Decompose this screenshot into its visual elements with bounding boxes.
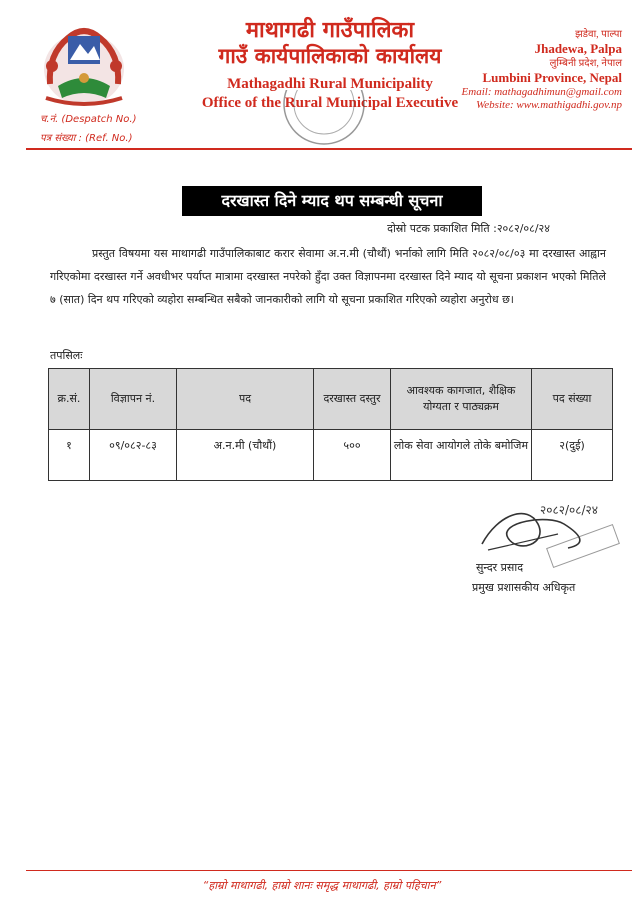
- notice-body: प्रस्तुत विषयमा यस माथागढी गाउँपालिकाबाट करार सेवामा अ.न.मी (चौथौं) भर्नाको लागि मिति २०८२/०८/०३ मा दरखास्त आह्वान गरिएकोमा दरखास्त गर्ने अवधीभर पर्याप्त मात्रामा दरखास्त नपरेको हुँदा उक्त विज्ञापनमा दरखास्त दिने म्याद यो सूचना प्रकाशन भएको मितिले ७ (सात) दिन थप गरिएको व्यहोरा सम्बन्धित सबैको जानकारीको लागि यो सूचना प्रकाशित गरिएको व्यहोरा अनुरोध छ।: [50, 247, 606, 306]
- office-stamp-icon: [268, 90, 380, 148]
- office-name-np: गाउँ कार्यपालिकाको कार्यालय: [218, 44, 442, 68]
- vacancy-table: [48, 368, 613, 481]
- address-en: Jhadewa, Palpa: [534, 41, 622, 56]
- col-requirements: आवश्यक कागजात, शैक्षिक योग्यता र पाठ्यक्रम: [391, 369, 532, 430]
- reference-block: [40, 110, 137, 148]
- footer-divider: [26, 870, 632, 871]
- address-np: झडेवा, पाल्पा: [575, 29, 622, 40]
- cell-requirements: लोक सेवा आयोगले तोके बमोजिम: [391, 430, 532, 481]
- notice-title: दरखास्त दिने म्याद थप सम्बन्धी सूचना: [182, 186, 482, 216]
- municipality-name-np: माथागढी गाउँपालिका: [245, 18, 415, 43]
- published-date: दोस्रो पटक प्रकाशित मिति :२०८२/०८/२४: [387, 222, 550, 235]
- contact-block: [432, 28, 622, 112]
- email[interactable]: Email: mathagadhimun@gmail.com: [461, 86, 622, 98]
- website[interactable]: Website: www.mathigadhi.gov.np: [476, 99, 622, 111]
- table-row: [49, 430, 613, 481]
- signatory-title: प्रमुख प्रशासकीय अधिकृत: [472, 581, 576, 594]
- col-sn: क्र.सं.: [49, 369, 90, 430]
- col-ad-no: विज्ञापन नं.: [90, 369, 177, 430]
- cell-post: अ.न.मी (चौथौं): [177, 430, 314, 481]
- col-positions: पद संख्या: [532, 369, 613, 430]
- cell-ad-no: ०९/०८२-८३: [90, 430, 177, 481]
- col-fee: दरखास्त दस्तुर: [314, 369, 391, 430]
- cell-positions: २(दुई): [532, 430, 613, 481]
- despatch-no-label: च.नं. (Despatch No.): [40, 114, 137, 125]
- ref-no-label: पत्र संख्या : (Ref. No.): [40, 133, 133, 144]
- municipality-name-en: Mathagadhi Rural Municipality: [227, 76, 433, 92]
- signatory-name: सुन्दर प्रसाद: [476, 561, 524, 574]
- office-name-en: Office of the Rural Municipal Executive: [201, 95, 459, 111]
- province-en: Lumbini Province, Nepal: [482, 70, 622, 85]
- nepal-emblem-icon: [28, 14, 140, 114]
- details-label: तपसिलः: [50, 349, 83, 362]
- province-np: लुम्बिनी प्रदेश, नेपाल: [549, 58, 622, 69]
- signature-date: २०८२/०८/२४: [540, 503, 599, 517]
- table-header-row: [49, 369, 613, 430]
- cell-sn: १: [49, 430, 90, 481]
- col-post: पद: [177, 369, 314, 430]
- footer-motto: “हाम्रो माथागढी, हाम्रो शानः समृद्ध माथागढी, हाम्रो पहिचान”: [202, 879, 442, 892]
- header-divider: [26, 148, 632, 150]
- cell-fee: ५००: [314, 430, 391, 481]
